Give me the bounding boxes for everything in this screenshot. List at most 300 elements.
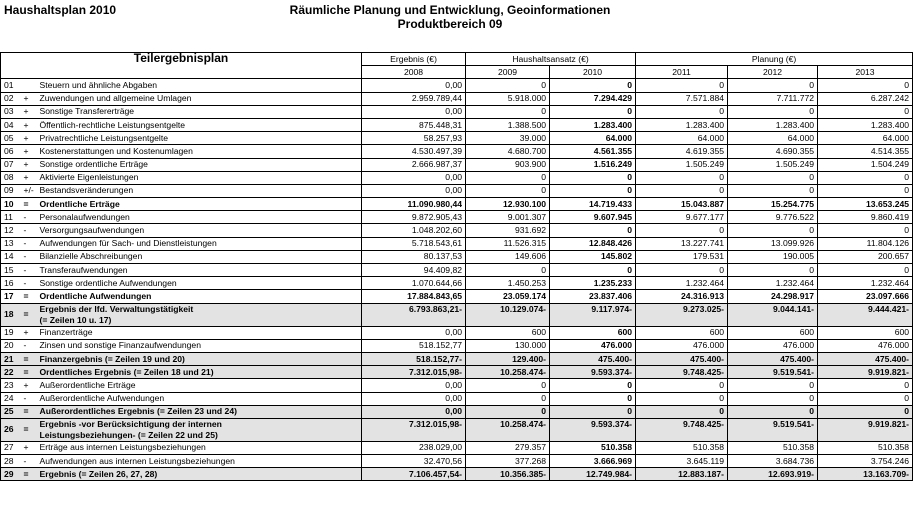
row-number: 02 <box>1 92 21 105</box>
table-row <box>1 468 913 481</box>
row-operator: + <box>21 145 37 158</box>
value-cell: 0 <box>728 224 818 237</box>
row-operator: = <box>21 290 37 303</box>
value-cell: 4.561.355 <box>550 145 636 158</box>
row-number: 19 <box>1 326 21 339</box>
value-cell: 7.312.015,98- <box>362 418 466 441</box>
row-label <box>37 198 362 211</box>
value-cell: 600 <box>550 326 636 339</box>
row-label-text: Finanzerträge <box>39 327 93 338</box>
value-cell: 0 <box>636 224 728 237</box>
value-cell: 238.029,00 <box>362 441 466 454</box>
row-number: 28 <box>1 455 21 468</box>
row-operator: + <box>21 171 37 184</box>
value-cell: 476.000 <box>818 339 913 352</box>
row-label <box>37 455 362 468</box>
value-cell: 10.258.474- <box>466 366 550 379</box>
value-cell: 5.718.543,61 <box>362 237 466 250</box>
value-cell: 875.448,31 <box>362 118 466 131</box>
value-cell: 58.257,93 <box>362 132 466 145</box>
table-row <box>1 366 913 379</box>
value-cell: 4.619.355 <box>636 145 728 158</box>
row-label <box>37 418 362 441</box>
value-cell: 64.000 <box>550 132 636 145</box>
value-cell: 15.043.887 <box>636 198 728 211</box>
value-cell: 0 <box>818 264 913 277</box>
value-cell: 12.749.984- <box>550 468 636 481</box>
row-label-text: Aktivierte Eigenleistungen <box>39 172 139 183</box>
value-cell: 11.804.126 <box>818 237 913 250</box>
value-cell: 9.519.541- <box>728 366 818 379</box>
value-cell: 145.802 <box>550 250 636 263</box>
value-cell: 0 <box>550 224 636 237</box>
value-cell: 475.400- <box>728 352 818 365</box>
row-label <box>37 264 362 277</box>
row-label <box>37 290 362 303</box>
row-number: 11 <box>1 211 21 224</box>
row-label <box>37 171 362 184</box>
row-number: 05 <box>1 132 21 145</box>
value-cell: 11.526.315 <box>466 237 550 250</box>
year-header: 2011 <box>636 66 728 79</box>
row-label-text: Sonstige ordentliche Erträge <box>39 159 148 170</box>
value-cell: 0 <box>466 79 550 92</box>
row-label-text: Sonstige Transfererträge <box>39 106 135 117</box>
row-operator: = <box>21 366 37 379</box>
value-cell: 0 <box>818 105 913 118</box>
value-cell: 9.117.974- <box>550 303 636 326</box>
value-cell: 1.283.400 <box>636 118 728 131</box>
row-operator: - <box>21 277 37 290</box>
row-label-text: Kostenerstattungen und Kostenumlagen <box>39 145 193 156</box>
row-label <box>37 92 362 105</box>
value-cell: 5.918.000 <box>466 92 550 105</box>
value-cell: 0 <box>550 184 636 197</box>
value-cell: 9.607.945 <box>550 211 636 224</box>
table-row <box>1 92 913 105</box>
row-label <box>37 250 362 263</box>
value-cell: 4.530.497,39 <box>362 145 466 158</box>
value-cell: 1.283.400 <box>728 118 818 131</box>
row-label <box>37 468 362 481</box>
value-cell: 9.860.419 <box>818 211 913 224</box>
value-cell: 24.298.917 <box>728 290 818 303</box>
value-cell: 0 <box>550 379 636 392</box>
row-label-text: Außerordentliche Aufwendungen <box>39 393 165 404</box>
header-row-groups <box>1 53 913 66</box>
row-label-text: Personalaufwendungen <box>39 211 130 222</box>
row-label-text: Bilanzielle Abschreibungen <box>39 251 143 262</box>
value-cell: 0 <box>818 224 913 237</box>
value-cell: 64.000 <box>636 132 728 145</box>
table-row <box>1 405 913 418</box>
table-row <box>1 145 913 158</box>
result-plan-table <box>0 52 913 481</box>
row-label-text: Zuwendungen und allgemeine Umlagen <box>39 93 192 104</box>
value-cell: 1.516.249 <box>550 158 636 171</box>
row-operator: = <box>21 405 37 418</box>
value-cell: 4.514.355 <box>818 145 913 158</box>
table-row <box>1 418 913 441</box>
row-number: 01 <box>1 79 21 92</box>
value-cell: 32.470,56 <box>362 455 466 468</box>
page-header <box>0 0 916 36</box>
value-cell: 4.680.700 <box>466 145 550 158</box>
row-number: 17 <box>1 290 21 303</box>
value-cell: 23.837.406 <box>550 290 636 303</box>
value-cell: 0 <box>636 392 728 405</box>
row-operator: - <box>21 237 37 250</box>
row-label <box>37 303 362 326</box>
table-row <box>1 455 913 468</box>
row-number: 16 <box>1 277 21 290</box>
row-number: 06 <box>1 145 21 158</box>
value-cell: 0 <box>728 264 818 277</box>
row-number: 26 <box>1 418 21 441</box>
value-cell: 1.505.249 <box>636 158 728 171</box>
value-cell: 0 <box>636 171 728 184</box>
value-cell: 0 <box>466 264 550 277</box>
row-label <box>37 224 362 237</box>
row-number: 13 <box>1 237 21 250</box>
value-cell: 0 <box>636 79 728 92</box>
value-cell: 12.930.100 <box>466 198 550 211</box>
value-cell: 9.593.374- <box>550 366 636 379</box>
value-cell: 12.693.919- <box>728 468 818 481</box>
value-cell: 4.690.355 <box>728 145 818 158</box>
table-row <box>1 184 913 197</box>
value-cell: 475.400- <box>550 352 636 365</box>
value-cell: 1.070.644,66 <box>362 277 466 290</box>
value-cell: 0 <box>818 79 913 92</box>
year-header: 2010 <box>550 66 636 79</box>
row-label-text: Versorgungsaufwendungen <box>39 225 145 236</box>
value-cell: 9.444.421- <box>818 303 913 326</box>
row-operator: = <box>21 418 37 441</box>
row-number: 07 <box>1 158 21 171</box>
year-header: 2013 <box>818 66 913 79</box>
value-cell: 12.883.187- <box>636 468 728 481</box>
value-cell: 9.677.177 <box>636 211 728 224</box>
table-row <box>1 290 913 303</box>
value-cell: 0 <box>550 171 636 184</box>
value-cell: 6.287.242 <box>818 92 913 105</box>
value-cell: 13.653.245 <box>818 198 913 211</box>
value-cell: 1.450.253 <box>466 277 550 290</box>
row-operator: + <box>21 118 37 131</box>
value-cell: 9.593.374- <box>550 418 636 441</box>
row-operator: = <box>21 198 37 211</box>
table-row <box>1 250 913 263</box>
row-label <box>37 405 362 418</box>
value-cell: 476.000 <box>636 339 728 352</box>
row-label-text: Zinsen und sonstige Finanzaufwendungen <box>39 340 201 351</box>
value-cell: 9.776.522 <box>728 211 818 224</box>
row-label <box>37 105 362 118</box>
value-cell: 130.000 <box>466 339 550 352</box>
value-cell: 15.254.775 <box>728 198 818 211</box>
document-title: Haushaltsplan 2010 <box>4 3 117 17</box>
table-row <box>1 158 913 171</box>
value-cell: 1.232.464 <box>728 277 818 290</box>
table-row <box>1 211 913 224</box>
value-cell: 0,00 <box>362 405 466 418</box>
value-cell: 475.400- <box>818 352 913 365</box>
row-operator: + <box>21 132 37 145</box>
row-label-text: Aufwendungen aus internen Leistungsbeziehungen <box>39 455 235 466</box>
row-number: 08 <box>1 171 21 184</box>
value-cell: 2.666.987,37 <box>362 158 466 171</box>
row-label <box>37 132 362 145</box>
value-cell: 3.645.119 <box>636 455 728 468</box>
value-cell: 9.748.425- <box>636 366 728 379</box>
value-cell: 0 <box>466 105 550 118</box>
value-cell: 0 <box>818 171 913 184</box>
value-cell: 149.606 <box>466 250 550 263</box>
table-row <box>1 105 913 118</box>
value-cell: 10.129.074- <box>466 303 550 326</box>
row-operator: + <box>21 92 37 105</box>
row-operator: - <box>21 339 37 352</box>
row-number: 25 <box>1 405 21 418</box>
value-cell: 0 <box>466 171 550 184</box>
value-cell: 7.106.457,54- <box>362 468 466 481</box>
row-label <box>37 379 362 392</box>
value-cell: 13.227.741 <box>636 237 728 250</box>
row-label-text-2: Leistungsbeziehungen- (= Zeilen 22 und 25) <box>39 429 218 440</box>
value-cell: 6.793.863,21- <box>362 303 466 326</box>
value-cell: 0,00 <box>362 79 466 92</box>
value-cell: 600 <box>636 326 728 339</box>
row-operator: + <box>21 379 37 392</box>
value-cell: 0 <box>466 379 550 392</box>
value-cell: 1.232.464 <box>636 277 728 290</box>
year-header: 2009 <box>466 66 550 79</box>
row-number: 15 <box>1 264 21 277</box>
row-label <box>37 79 362 92</box>
row-number: 22 <box>1 366 21 379</box>
value-cell: 0 <box>636 105 728 118</box>
value-cell: 475.400- <box>636 352 728 365</box>
value-cell: 3.666.969 <box>550 455 636 468</box>
value-cell: 510.358 <box>550 441 636 454</box>
row-number: 04 <box>1 118 21 131</box>
table-row <box>1 237 913 250</box>
row-label <box>37 339 362 352</box>
row-number: 27 <box>1 441 21 454</box>
value-cell: 7.294.429 <box>550 92 636 105</box>
value-cell: 0 <box>818 405 913 418</box>
row-operator: = <box>21 303 37 326</box>
value-cell: 1.283.400 <box>818 118 913 131</box>
row-operator: + <box>21 326 37 339</box>
row-operator: - <box>21 455 37 468</box>
row-label <box>37 237 362 250</box>
value-cell: 476.000 <box>550 339 636 352</box>
row-operator: + <box>21 441 37 454</box>
table-row <box>1 277 913 290</box>
value-cell: 0 <box>636 264 728 277</box>
value-cell: 0,00 <box>362 379 466 392</box>
value-cell: 0 <box>466 392 550 405</box>
table-row <box>1 198 913 211</box>
row-number: 18 <box>1 303 21 326</box>
value-cell: 0,00 <box>362 171 466 184</box>
row-label <box>37 184 362 197</box>
title-line-1: Räumliche Planung und Entwicklung, Geoinformationen <box>289 3 611 17</box>
table-row <box>1 79 913 92</box>
group-header-ergebnis: Ergebnis (€) <box>362 53 466 66</box>
value-cell: 0 <box>636 405 728 418</box>
value-cell: 0 <box>550 392 636 405</box>
row-number: 03 <box>1 105 21 118</box>
row-operator: - <box>21 264 37 277</box>
value-cell: 0 <box>728 405 818 418</box>
value-cell: 10.258.474- <box>466 418 550 441</box>
row-number: 20 <box>1 339 21 352</box>
row-label-text: Sonstige ordentliche Aufwendungen <box>39 277 177 288</box>
value-cell: 7.312.015,98- <box>362 366 466 379</box>
value-cell: 9.872.905,43 <box>362 211 466 224</box>
value-cell: 9.919.821- <box>818 366 913 379</box>
value-cell: 9.001.307 <box>466 211 550 224</box>
value-cell: 0,00 <box>362 326 466 339</box>
row-label <box>37 441 362 454</box>
value-cell: 510.358 <box>728 441 818 454</box>
value-cell: 9.919.821- <box>818 418 913 441</box>
value-cell: 518.152,77- <box>362 352 466 365</box>
value-cell: 10.356.385- <box>466 468 550 481</box>
value-cell: 200.657 <box>818 250 913 263</box>
row-label-text-2: (= Zeilen 10 u. 17) <box>39 314 112 325</box>
row-label-text: Bestandsveränderungen <box>39 185 134 196</box>
value-cell: 931.692 <box>466 224 550 237</box>
value-cell: 0 <box>550 105 636 118</box>
table-row <box>1 171 913 184</box>
row-label-text: Außerordentliches Ergebnis (= Zeilen 23 und 24) <box>39 406 237 417</box>
row-number: 24 <box>1 392 21 405</box>
value-cell: 0 <box>550 79 636 92</box>
value-cell: 9.273.025- <box>636 303 728 326</box>
table-row <box>1 224 913 237</box>
row-operator: = <box>21 468 37 481</box>
value-cell: 0 <box>728 171 818 184</box>
row-operator: - <box>21 392 37 405</box>
value-cell: 9.748.425- <box>636 418 728 441</box>
row-operator: + <box>21 158 37 171</box>
value-cell: 1.048.202,60 <box>362 224 466 237</box>
value-cell: 0,00 <box>362 105 466 118</box>
table-row <box>1 379 913 392</box>
value-cell: 0 <box>818 392 913 405</box>
row-operator: = <box>21 352 37 365</box>
year-header: 2008 <box>362 66 466 79</box>
value-cell: 9.044.141- <box>728 303 818 326</box>
table-row <box>1 441 913 454</box>
row-number: 29 <box>1 468 21 481</box>
value-cell: 7.571.884 <box>636 92 728 105</box>
row-operator: - <box>21 250 37 263</box>
row-operator <box>21 79 37 92</box>
row-operator: + <box>21 105 37 118</box>
value-cell: 3.684.736 <box>728 455 818 468</box>
value-cell: 17.884.843,65 <box>362 290 466 303</box>
table-row <box>1 303 913 326</box>
group-header-planung: Planung (€) <box>636 53 913 66</box>
value-cell: 2.959.789,44 <box>362 92 466 105</box>
value-cell: 9.519.541- <box>728 418 818 441</box>
row-label-text: Aufwendungen für Sach- und Dienstleistungen <box>39 238 217 249</box>
row-label-text: Ergebnis (= Zeilen 26, 27, 28) <box>39 468 158 479</box>
table-row <box>1 118 913 131</box>
value-cell: 12.848.426 <box>550 237 636 250</box>
year-header: 2012 <box>728 66 818 79</box>
value-cell: 600 <box>466 326 550 339</box>
value-cell: 0 <box>728 392 818 405</box>
row-operator: +/- <box>21 184 37 197</box>
value-cell: 0 <box>636 184 728 197</box>
value-cell: 94.409,82 <box>362 264 466 277</box>
table-row <box>1 326 913 339</box>
value-cell: 179.531 <box>636 250 728 263</box>
row-label-text: Ordentliche Erträge <box>39 198 120 209</box>
value-cell: 903.900 <box>466 158 550 171</box>
value-cell: 0 <box>818 379 913 392</box>
row-label <box>37 145 362 158</box>
table-row <box>1 132 913 145</box>
value-cell: 476.000 <box>728 339 818 352</box>
section-title <box>230 3 670 31</box>
table-title: Teilergebnisplan <box>1 53 362 79</box>
row-number: 12 <box>1 224 21 237</box>
value-cell: 377.268 <box>466 455 550 468</box>
value-cell: 64.000 <box>818 132 913 145</box>
value-cell: 0 <box>636 379 728 392</box>
row-number: 23 <box>1 379 21 392</box>
row-label-text: Ordentliches Ergebnis (= Zeilen 18 und 21) <box>39 366 214 377</box>
value-cell: 510.358 <box>636 441 728 454</box>
value-cell: 600 <box>818 326 913 339</box>
value-cell: 1.505.249 <box>728 158 818 171</box>
value-cell: 510.358 <box>818 441 913 454</box>
value-cell: 14.719.433 <box>550 198 636 211</box>
value-cell: 0 <box>466 405 550 418</box>
table-row <box>1 339 913 352</box>
row-label <box>37 352 362 365</box>
row-label-text: Finanzergebnis (= Zeilen 19 und 20) <box>39 353 185 364</box>
value-cell: 13.163.709- <box>818 468 913 481</box>
row-label-text: Außerordentliche Erträge <box>39 379 136 390</box>
value-cell: 64.000 <box>728 132 818 145</box>
title-line-2: Produktbereich 09 <box>397 17 503 31</box>
value-cell: 1.504.249 <box>818 158 913 171</box>
row-operator: - <box>21 224 37 237</box>
row-label-text: Ordentliche Aufwendungen <box>39 290 152 301</box>
value-cell: 3.754.246 <box>818 455 913 468</box>
value-cell: 0 <box>550 264 636 277</box>
row-label-text: Öffentlich-rechtliche Leistungsentgelte <box>39 119 186 130</box>
row-label <box>37 158 362 171</box>
row-label <box>37 366 362 379</box>
value-cell: 23.097.666 <box>818 290 913 303</box>
row-number: 21 <box>1 352 21 365</box>
table-row <box>1 264 913 277</box>
value-cell: 23.059.174 <box>466 290 550 303</box>
group-header-haushaltsansatz: Haushaltsansatz (€) <box>466 53 636 66</box>
value-cell: 1.388.500 <box>466 118 550 131</box>
value-cell: 0 <box>728 105 818 118</box>
value-cell: 1.235.233 <box>550 277 636 290</box>
